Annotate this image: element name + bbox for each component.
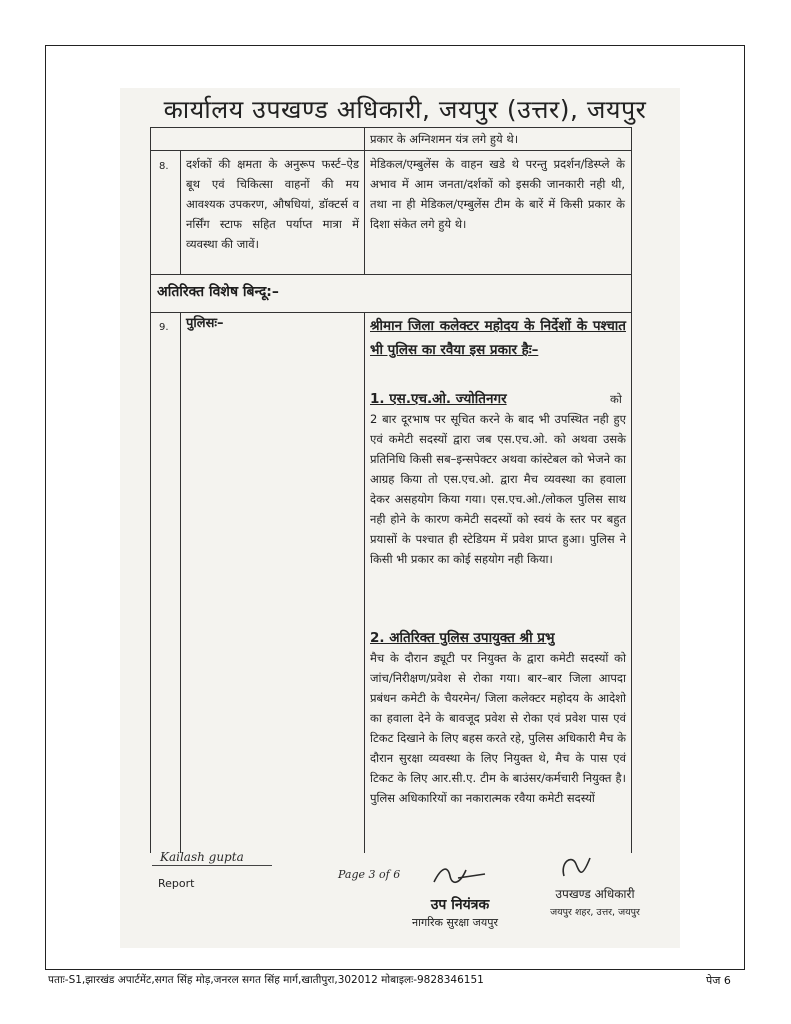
left-signature: Kailash gupta	[160, 850, 244, 864]
row9-point2-body: मैच के दौरान ड्यूटी पर नियुक्त के द्वारा कमेटी सदस्यों को जांच/निरीक्षण/प्रवेश से रोका गया। बार–बार जिला आपदा प्रबंधन कमेटी के चैयरमेन/ जिला कलेक्टर महोदय के आदेशो का हवाला देने के बावजूद प्रवेश से रोका एवं प्रवेश पास एवं टिकट दिखाने के लिए बहस करते रहे, पुलिस अधिकारी मैच के दौरान सुरक्षा व्यवस्था के लिए नियुक्त थे, मैच के पास एवं टिकट के लिए आर.सी.ए. टीम के बाउंसर/कर्मचारी नियुक्त है। पुलिस अधिकारियों का नकारात्मक रवैया कमेटी सदस्यों	[370, 651, 626, 805]
row9-point1-title: 1. एस.एच.ओ. ज्योतिनगर	[370, 391, 507, 407]
controller-dept: नागरिक सुरक्षा जयपुर	[412, 916, 498, 929]
row8-observation: मेडिकल/एम्बुलेंस के वाहन खडे थे परन्तु प्रदर्शन/डिस्प्ले के अभाव में आम जनता/दर्शकों को इसकी जानकारी नही थी, तथा ना ही मेडिकल/एम्बुलेंस टीम के बारें में किसी प्रकार के दिशा संकेत लगे हुये थे।	[370, 157, 625, 231]
prev-row-right-text: प्रकार के अग्निशमन यंत्र लगे हुये थे।	[370, 132, 519, 146]
row9-heading: श्रीमान जिला कलेक्टर महोदय के निर्देशों के पश्चात भी पुलिस का रवैया इस प्रकार हैः–	[370, 318, 626, 358]
section-title: अतिरिक्त विशेष बिन्दू:–	[157, 284, 279, 300]
row-number-9: 9.	[159, 322, 169, 333]
office-title: कार्यालय उपखण्ड अधिकारी, जयपुर (उत्तर), जयपुर	[163, 95, 647, 124]
table-rule	[151, 312, 631, 313]
report-label: Report	[158, 877, 195, 890]
officer-place: जयपुर शहर, उत्तर, जयपुर	[550, 907, 640, 918]
report-table	[150, 127, 632, 853]
column-divider	[180, 150, 181, 274]
row9-category: पुलिसः–	[186, 316, 224, 331]
table-rule	[151, 127, 631, 128]
column-divider	[364, 312, 365, 853]
signature-rule	[152, 865, 272, 866]
row8-requirement: दर्शकों की क्षमता के अनुरूप फर्स्ट–ऐड बूथ एवं चिकित्सा वाहनों की मय आवश्यक उपकरण, औषधियां, डॉक्टर्स व नर्सिंग स्टाफ सहित पर्याप्त मात्रा में व्यवस्था की जावें।	[186, 157, 359, 251]
controller-title: उप नियंत्रक	[430, 897, 490, 913]
page-note: Page 3 of 6	[338, 868, 401, 881]
controller-signature	[430, 862, 490, 888]
row9-point1-body: को 2 बार दूरभाष पर सूचित करने के बाद भी उपस्थित नही हुए एवं कमेटी सदस्यों द्वारा जब एस.एच.ओ. को अथवा उसके प्रतिनिधि किसी सब–इन्सपेक्टर अथवा कांस्टेबल को भेजने का आग्रह किया तो एस.एच.ओ. द्वारा मैच व्यवस्था का हवाला देकर असहयोग किया गया। एस.एच.ओ./लोकल पुलिस साथ नही होने के कारण कमेटी सदस्यों को स्वयं के स्तर पर बहुत प्रयासों के पश्चात ही स्टेडियम में प्रवेश प्राप्त हुआ। पुलिस ने किसी भी प्रकार का कोई सहयोग नही किया।	[370, 392, 626, 566]
column-divider	[364, 127, 365, 274]
column-divider	[180, 312, 181, 853]
footer-page-number: पेज 6	[706, 974, 731, 987]
row9-point2-title: 2. अतिरिक्त पुलिस उपायुक्त श्री प्रभु	[370, 630, 555, 646]
footer-address: पताः-S1,झारखंड अपार्टमेंट,सगत सिंह मोड़,जनरल सगत सिंह मार्ग,खातीपुरा,302012 मोबाइलः-9828346151	[48, 974, 484, 986]
officer-signature	[558, 852, 598, 882]
table-rule	[151, 150, 631, 151]
table-rule	[151, 274, 631, 275]
row-number-8: 8.	[159, 161, 169, 172]
officer-title: उपखण्ड अधिकारी	[555, 887, 635, 901]
